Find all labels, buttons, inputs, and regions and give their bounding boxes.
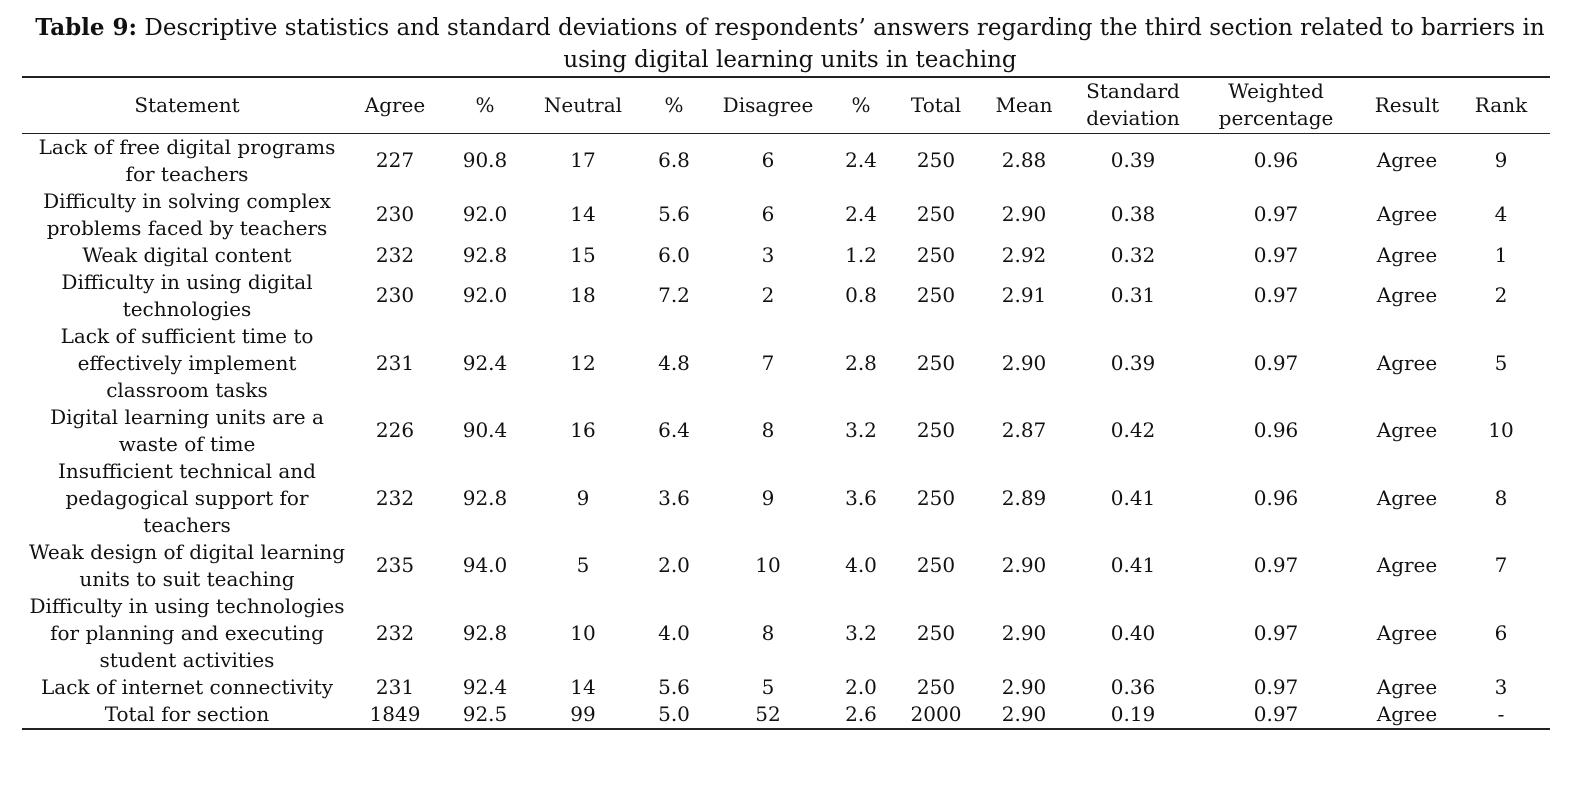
cell-total: 250 bbox=[916, 674, 956, 699]
table-row bbox=[22, 701, 1550, 729]
cell-rank: 2 bbox=[1494, 283, 1508, 307]
cell-statement: Lack of sufficient time to effectively implement classroom tasks bbox=[60, 323, 314, 402]
cell-disagree: 9 bbox=[761, 485, 775, 510]
cell-disagree-percent: 1.2 bbox=[845, 242, 877, 267]
cell-total: 250 bbox=[916, 148, 956, 172]
cell-standard-deviation: 0.31 bbox=[1110, 283, 1156, 307]
cell-statement: Weak digital content bbox=[82, 242, 292, 267]
cell-rank: 10 bbox=[1488, 418, 1514, 442]
cell-weighted-percentage: 0.97 bbox=[1253, 553, 1299, 577]
cell-total: 250 bbox=[916, 620, 956, 645]
cell-standard-deviation: 0.40 bbox=[1110, 620, 1156, 645]
cell-result: Agree bbox=[1376, 418, 1438, 442]
table-row bbox=[22, 242, 1550, 269]
cell-neutral: 16 bbox=[570, 418, 596, 442]
cell-agree-percent: 92.0 bbox=[462, 283, 508, 307]
caption-label: Table 9: bbox=[35, 14, 138, 41]
cell-agree: 231 bbox=[375, 674, 415, 699]
header-row bbox=[22, 77, 1550, 133]
cell-neutral: 14 bbox=[570, 674, 596, 699]
cell-total: 250 bbox=[916, 242, 956, 267]
cell-mean: 2.87 bbox=[1001, 418, 1047, 442]
cell-disagree: 5 bbox=[761, 674, 775, 699]
cell-total: 250 bbox=[916, 485, 956, 510]
cell-agree: 232 bbox=[375, 485, 415, 510]
cell-agree: 230 bbox=[375, 202, 415, 226]
cell-statement: Lack of internet connectivity bbox=[40, 674, 333, 699]
cell-disagree: 52 bbox=[714, 701, 822, 729]
cell-weighted-percentage: 0.97 bbox=[1253, 350, 1299, 375]
cell-disagree-percent: 3.6 bbox=[845, 485, 877, 510]
cell-weighted-percentage: 0.97 bbox=[1253, 283, 1299, 307]
cell-disagree-percent: 2.4 bbox=[845, 148, 877, 172]
cell-result: Agree bbox=[1376, 148, 1438, 172]
cell-statement: Difficulty in using digital technologies bbox=[61, 269, 313, 321]
table-row bbox=[22, 539, 1550, 593]
cell-standard-deviation: 0.39 bbox=[1110, 350, 1156, 375]
header-neutral: Neutral bbox=[532, 77, 634, 133]
cell-statement: Lack of free digital programs for teachers bbox=[38, 134, 336, 186]
cell-statement: Total for section bbox=[22, 701, 352, 729]
cell-neutral-percent: 3.6 bbox=[658, 485, 690, 510]
cell-total: 250 bbox=[916, 418, 956, 442]
cell-total: 250 bbox=[916, 553, 956, 577]
cell-result: Agree bbox=[1376, 674, 1438, 699]
cell-neutral-percent: 5.6 bbox=[658, 674, 690, 699]
cell-result: Agree bbox=[1376, 202, 1438, 226]
table-row bbox=[22, 269, 1550, 323]
cell-result: Agree bbox=[1376, 242, 1438, 267]
cell-disagree-percent: 2.6 bbox=[822, 701, 900, 729]
table-row bbox=[22, 133, 1550, 188]
cell-neutral: 14 bbox=[570, 202, 596, 226]
cell-total: 250 bbox=[916, 350, 956, 375]
cell-disagree: 10 bbox=[755, 553, 781, 577]
cell-disagree-percent: 2.8 bbox=[845, 350, 877, 375]
cell-neutral: 12 bbox=[570, 350, 596, 375]
cell-neutral: 99 bbox=[532, 701, 634, 729]
cell-agree: 1849 bbox=[352, 701, 438, 729]
cell-total: 2000 bbox=[900, 701, 972, 729]
cell-mean: 2.89 bbox=[1001, 485, 1047, 510]
cell-agree-percent: 92.5 bbox=[438, 701, 532, 729]
header-result: Result bbox=[1362, 77, 1452, 133]
cell-statement: Digital learning units are a waste of time bbox=[50, 404, 324, 456]
cell-neutral: 15 bbox=[570, 242, 596, 267]
cell-disagree: 2 bbox=[761, 283, 775, 307]
cell-result: Agree bbox=[1376, 553, 1438, 577]
cell-disagree-percent: 4.0 bbox=[845, 553, 877, 577]
cell-standard-deviation: 0.32 bbox=[1110, 242, 1156, 267]
cell-mean: 2.88 bbox=[1001, 148, 1047, 172]
cell-neutral-percent: 6.0 bbox=[658, 242, 690, 267]
cell-agree: 230 bbox=[375, 283, 415, 307]
table-row bbox=[22, 674, 1550, 701]
cell-agree-percent: 92.8 bbox=[462, 485, 508, 510]
header-rank: Rank bbox=[1452, 77, 1550, 133]
cell-agree-percent: 92.4 bbox=[462, 674, 508, 699]
cell-weighted-percentage: 0.97 bbox=[1253, 202, 1299, 226]
table-row bbox=[22, 404, 1550, 458]
cell-disagree: 3 bbox=[761, 242, 775, 267]
cell-neutral-percent: 6.8 bbox=[658, 148, 690, 172]
table-row bbox=[22, 188, 1550, 242]
cell-neutral-percent: 2.0 bbox=[658, 553, 690, 577]
cell-agree: 235 bbox=[375, 553, 415, 577]
cell-agree: 232 bbox=[375, 242, 415, 267]
cell-mean: 2.91 bbox=[1001, 283, 1047, 307]
cell-neutral: 18 bbox=[570, 283, 596, 307]
cell-rank: 6 bbox=[1494, 620, 1508, 645]
header-standard-deviation: Standard deviation bbox=[1076, 77, 1190, 133]
cell-result: Agree bbox=[1376, 485, 1438, 510]
cell-standard-deviation: 0.41 bbox=[1110, 485, 1156, 510]
header-neutral-percent: % bbox=[634, 77, 714, 133]
table-row bbox=[22, 458, 1550, 539]
header-disagree: Disagree bbox=[714, 77, 822, 133]
cell-rank: 4 bbox=[1494, 202, 1508, 226]
header-total: Total bbox=[900, 77, 972, 133]
cell-result: Agree bbox=[1376, 350, 1438, 375]
cell-standard-deviation: 0.19 bbox=[1076, 701, 1190, 729]
cell-result: Agree bbox=[1376, 283, 1438, 307]
cell-neutral-percent: 4.8 bbox=[658, 350, 690, 375]
cell-mean: 2.90 bbox=[972, 701, 1076, 729]
cell-rank: 5 bbox=[1494, 350, 1508, 375]
cell-agree-percent: 90.4 bbox=[462, 418, 508, 442]
cell-disagree: 6 bbox=[761, 148, 775, 172]
cell-agree-percent: 92.8 bbox=[462, 620, 508, 645]
cell-agree-percent: 94.0 bbox=[462, 553, 508, 577]
caption-text: Descriptive statistics and standard deviations of respondents’ answers regarding the third section related to barriers in using digital learning units in teaching bbox=[144, 15, 1545, 73]
header-agree: Agree bbox=[352, 77, 438, 133]
cell-weighted-percentage: 0.97 bbox=[1190, 701, 1362, 729]
cell-agree: 231 bbox=[375, 350, 415, 375]
cell-disagree: 6 bbox=[761, 202, 775, 226]
header-disagree-percent: % bbox=[822, 77, 900, 133]
cell-rank: 8 bbox=[1494, 485, 1508, 510]
cell-rank: 9 bbox=[1494, 148, 1508, 172]
cell-weighted-percentage: 0.96 bbox=[1253, 485, 1299, 510]
cell-standard-deviation: 0.36 bbox=[1110, 674, 1156, 699]
cell-standard-deviation: 0.42 bbox=[1110, 418, 1156, 442]
cell-agree: 232 bbox=[375, 620, 415, 645]
cell-agree-percent: 90.8 bbox=[462, 148, 508, 172]
table-caption bbox=[0, 12, 1580, 76]
cell-disagree-percent: 3.2 bbox=[845, 418, 877, 442]
cell-disagree-percent: 0.8 bbox=[845, 283, 877, 307]
cell-disagree: 8 bbox=[761, 620, 775, 645]
cell-disagree-percent: 2.0 bbox=[845, 674, 877, 699]
cell-disagree-percent: 2.4 bbox=[845, 202, 877, 226]
cell-weighted-percentage: 0.96 bbox=[1253, 418, 1299, 442]
cell-rank: 3 bbox=[1494, 674, 1508, 699]
cell-mean: 2.90 bbox=[1001, 350, 1047, 375]
cell-neutral-percent: 6.4 bbox=[658, 418, 690, 442]
cell-mean: 2.90 bbox=[1001, 553, 1047, 577]
cell-mean: 2.90 bbox=[1001, 620, 1047, 645]
cell-agree-percent: 92.4 bbox=[462, 350, 508, 375]
cell-rank: 7 bbox=[1494, 553, 1508, 577]
cell-standard-deviation: 0.41 bbox=[1110, 553, 1156, 577]
cell-neutral: 9 bbox=[576, 485, 590, 510]
cell-mean: 2.90 bbox=[1001, 202, 1047, 226]
statistics-table bbox=[22, 76, 1550, 730]
cell-statement: Insufficient technical and pedagogical support for teachers bbox=[58, 458, 316, 537]
header-statement: Statement bbox=[22, 77, 352, 133]
cell-agree: 226 bbox=[375, 418, 415, 442]
cell-weighted-percentage: 0.97 bbox=[1253, 674, 1299, 699]
cell-total: 250 bbox=[916, 283, 956, 307]
cell-weighted-percentage: 0.97 bbox=[1253, 620, 1299, 645]
cell-mean: 2.92 bbox=[1001, 242, 1047, 267]
cell-statement: Difficulty in solving complex problems faced by teachers bbox=[43, 188, 331, 240]
cell-standard-deviation: 0.38 bbox=[1110, 202, 1156, 226]
cell-mean: 2.90 bbox=[1001, 674, 1047, 699]
table-body bbox=[22, 133, 1550, 729]
cell-result: Agree bbox=[1362, 701, 1452, 729]
cell-weighted-percentage: 0.96 bbox=[1253, 148, 1299, 172]
cell-agree: 227 bbox=[375, 148, 415, 172]
cell-weighted-percentage: 0.97 bbox=[1253, 242, 1299, 267]
cell-disagree: 7 bbox=[761, 350, 775, 375]
cell-result: Agree bbox=[1376, 620, 1438, 645]
cell-neutral-percent: 5.0 bbox=[634, 701, 714, 729]
header-weighted-percentage: Weighted percentage bbox=[1190, 77, 1362, 133]
cell-disagree-percent: 3.2 bbox=[845, 620, 877, 645]
cell-neutral-percent: 7.2 bbox=[658, 283, 690, 307]
cell-rank: - bbox=[1452, 701, 1550, 729]
header-mean: Mean bbox=[972, 77, 1076, 133]
cell-standard-deviation: 0.39 bbox=[1110, 148, 1156, 172]
cell-disagree: 8 bbox=[761, 418, 775, 442]
cell-total: 250 bbox=[916, 202, 956, 226]
cell-neutral-percent: 4.0 bbox=[658, 620, 690, 645]
cell-statement: Difficulty in using technologies for planning and executing student activities bbox=[29, 593, 345, 672]
table-row bbox=[22, 593, 1550, 674]
cell-statement: Weak design of digital learning units to suit teaching bbox=[28, 539, 346, 591]
cell-rank: 1 bbox=[1494, 242, 1508, 267]
cell-agree-percent: 92.8 bbox=[462, 242, 508, 267]
cell-agree-percent: 92.0 bbox=[462, 202, 508, 226]
cell-neutral: 5 bbox=[576, 553, 590, 577]
cell-neutral: 10 bbox=[570, 620, 596, 645]
table-row bbox=[22, 323, 1550, 404]
header-agree-percent: % bbox=[438, 77, 532, 133]
cell-neutral: 17 bbox=[570, 148, 596, 172]
cell-neutral-percent: 5.6 bbox=[658, 202, 690, 226]
